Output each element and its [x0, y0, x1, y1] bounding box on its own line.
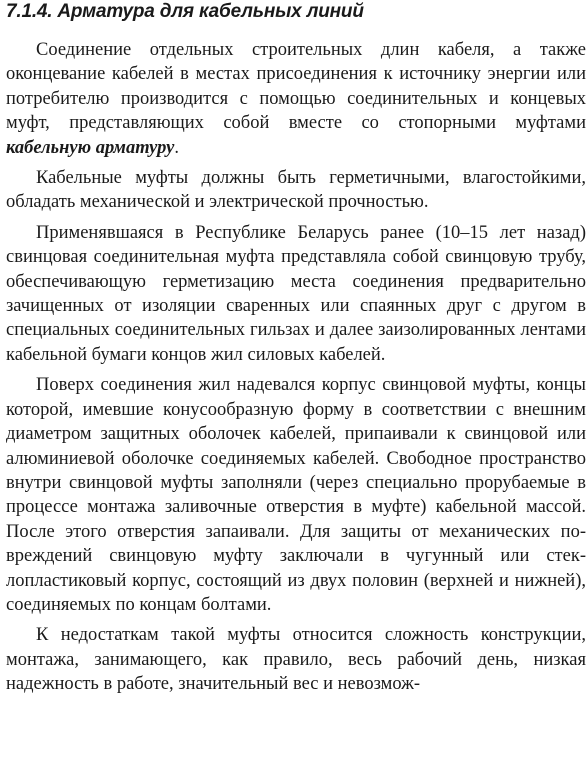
paragraph-1: [6, 38, 586, 160]
paragraph-1-text: Соединение отдельных строительных длин кабеля, а также оконцевание кабелей в местах присоединения к источнику энергии или потребителю производится с помощью соединительных и концевых муфт, представляющих собой вместе со стопорными муфтами: [6, 40, 586, 134]
paragraph-2: Кабельные муфты должны быть герметичными, влагостойкими, обладать механической и электрической прочностью.: [6, 168, 586, 213]
paragraph-1-end: .: [174, 137, 179, 158]
paragraph-4: Поверх соединения жил надевался корпус свинцовой муфты, концы которой, имевшие конусообразную форму в соответствии с внешним диаметром защитных оболочек кабелей, припаивали к свинцовой или алюминиевой оболочке соединяемых кабелей. Свободное пространство внутри свинцовой муфты заполняли (через специально прорубаемые в процессе монтажа заливочные отверстия в муфте) кабельной массой. После этого отверстия запаивали. Для защиты от механических повреждений свинцовую муфту заключали в чугунный или стеклопластиковый корпус, состоящий из двух половин (верхней и нижней), соединяемых по концам болтами.: [6, 375, 586, 615]
paragraph-3: Применявшаяся в Республике Беларусь ранее (10–15 лет назад) свинцовая соединительная муфта представляла собой свинцовую трубу, обеспечивающую герметизацию места соединения предварительно зачищенных от изоляции сваренных или спаянных друг с другом в специальных соединительных гильзах и далее заизолированных лентами кабельной бумаги концов жил силовых кабелей.: [6, 222, 586, 365]
section-heading: 7.1.4. Арматура для кабельных линий: [6, 1, 364, 22]
cable-fittings-term: кабельную арматуру: [6, 137, 175, 158]
paragraph-5: К недостаткам такой муфты относится сложность конструкции, монтажа, занимающего, как правило, весь рабочий день, низкая надежность в работе, значительный вес и невозмож-: [6, 625, 586, 695]
